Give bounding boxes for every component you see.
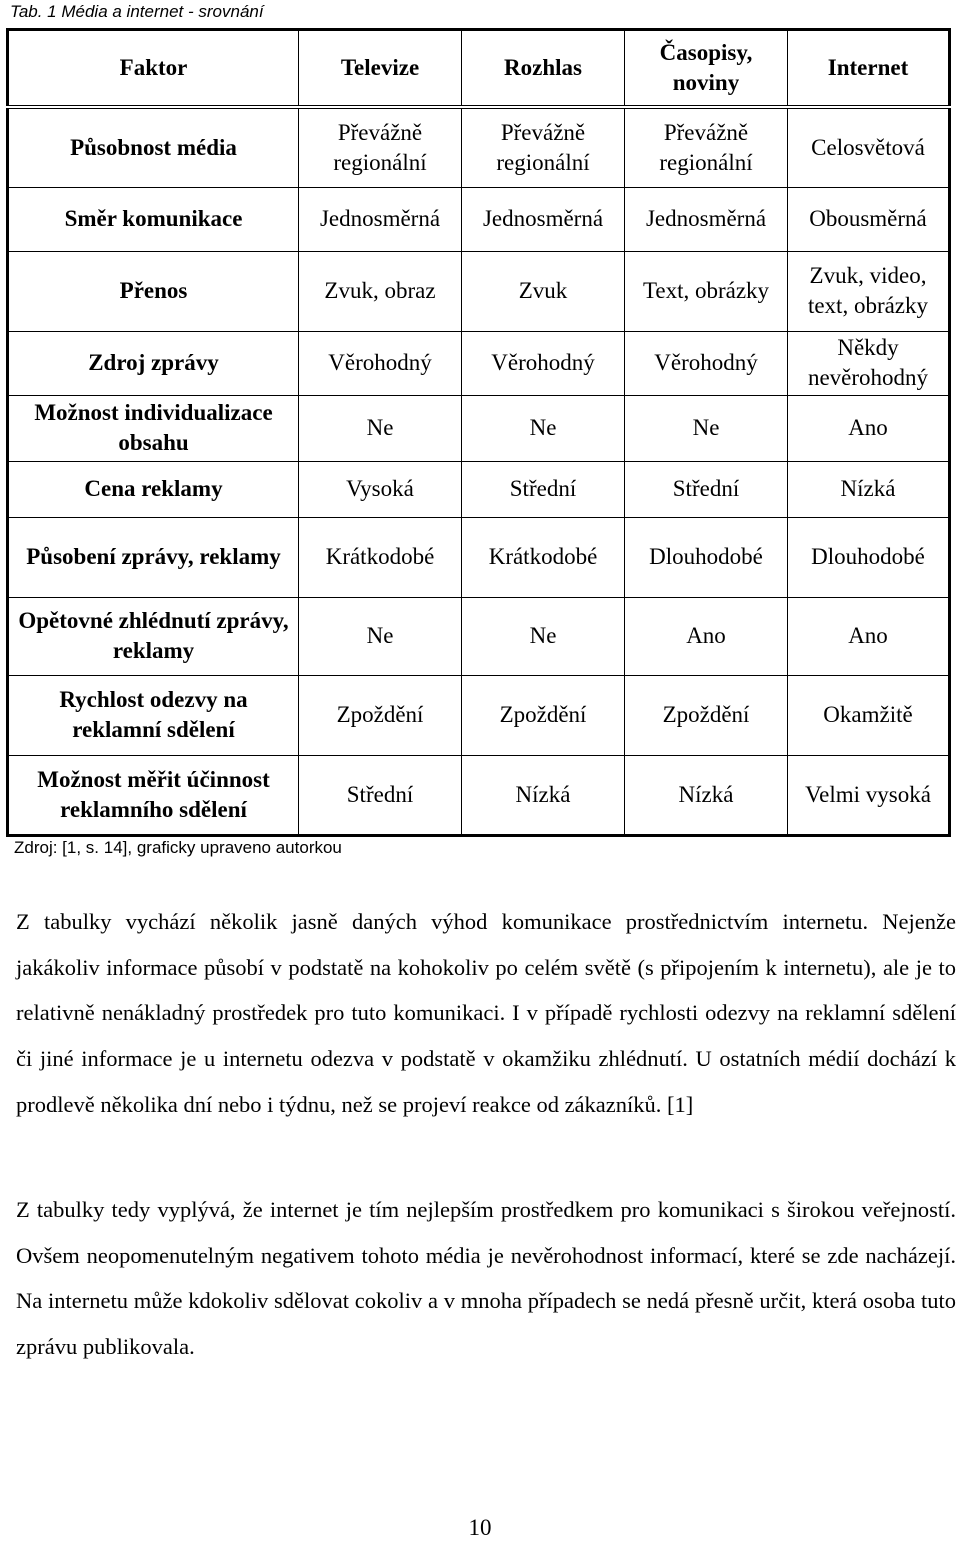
table-cell: Jednosměrná: [625, 187, 788, 251]
table-row: [8, 331, 950, 395]
table-row: [8, 755, 950, 835]
header-cell: Rozhlas: [462, 30, 625, 108]
body-paragraph: Z tabulky tedy vyplývá, že internet je tím nejlepším prostředkem pro komunikaci s širokou veřejností. Ovšem neopomenutelným negativem tohoto média je nevěrohodnost informací, které se zde nacházejí. Na internetu může kdokoliv sdělovat cokoliv a v mnoha případech se nedá přesně určit, která osoba tuto zprávu publikovala.: [16, 1197, 956, 1360]
header-cell: Internet: [788, 30, 950, 108]
row-header-cell: Směr komunikace: [8, 187, 299, 251]
table-row: [8, 395, 950, 461]
table-cell: Střední: [299, 755, 462, 835]
table-cell: Dlouhodobé: [788, 517, 950, 597]
table-row: [8, 107, 950, 187]
table-cell: Jednosměrná: [462, 187, 625, 251]
table-cell: Velmi vysoká: [788, 755, 950, 835]
table-cell: Ne: [462, 597, 625, 675]
media-comparison-table: [6, 28, 951, 837]
table-cell: Ne: [299, 597, 462, 675]
table-cell: Obousměrná: [788, 187, 950, 251]
row-header-cell: Zdroj zprávy: [8, 331, 299, 395]
table-cell: Ano: [788, 597, 950, 675]
table-cell: Věrohodný: [625, 331, 788, 395]
table-row: [8, 251, 950, 331]
table-cell: Ano: [788, 395, 950, 461]
table-cell: Převážně regionální: [299, 107, 462, 187]
table-cell: Nízká: [788, 461, 950, 517]
table-cell: Zvuk: [462, 251, 625, 331]
table-cell: Okamžitě: [788, 675, 950, 755]
table-row: [8, 517, 950, 597]
table-cell: Střední: [625, 461, 788, 517]
table-cell: Nízká: [462, 755, 625, 835]
table-cell: Dlouhodobé: [625, 517, 788, 597]
row-header-cell: Působnost média: [8, 107, 299, 187]
row-header-cell: Možnost individualizace obsahu: [8, 395, 299, 461]
header-cell: Faktor: [8, 30, 299, 108]
table-cell: Převážně regionální: [625, 107, 788, 187]
table-caption: Tab. 1 Média a internet - srovnání: [10, 2, 264, 21]
body-paragraph: Z tabulky vychází několik jasně daných výhod komunikace prostřednictvím internetu. Nejenže jakákoliv informace působí v podstatě na kohokoliv po celém světě (s připojením k internetu), ale je to relativně nenákladný prostředek pro tuto komunikaci. I v případě rychlosti odezvy na reklamní sdělení či jiné informace je u internetu odezva v podstatě v okamžiku zhlédnutí. U ostatních médií dochází k prodlevě několika dní nebo i týdnu, než se projeví reakce od zákazníků. [1]: [16, 909, 956, 1117]
table-cell: Nízká: [625, 755, 788, 835]
table-cell: Věrohodný: [299, 331, 462, 395]
table-cell: Zpoždění: [462, 675, 625, 755]
page-number: 10: [468, 1515, 492, 1540]
row-header-cell: Možnost měřit účinnost reklamního sdělení: [8, 755, 299, 835]
table-cell: Zpoždění: [299, 675, 462, 755]
table-cell: Jednosměrná: [299, 187, 462, 251]
table-row: [8, 461, 950, 517]
table-cell: Ne: [625, 395, 788, 461]
header-cell: Televize: [299, 30, 462, 108]
row-header-cell: Cena reklamy: [8, 461, 299, 517]
table-cell: Ne: [299, 395, 462, 461]
table-cell: Převážně regionální: [462, 107, 625, 187]
table-cell: Vysoká: [299, 461, 462, 517]
table-cell: Věrohodný: [462, 331, 625, 395]
table-row: [8, 187, 950, 251]
table-cell: Zvuk, video, text, obrázky: [788, 251, 950, 331]
table-cell: Text, obrázky: [625, 251, 788, 331]
row-header-cell: Rychlost odezvy na reklamní sdělení: [8, 675, 299, 755]
header-cell: Časopisy, noviny: [625, 30, 788, 108]
row-header-cell: Přenos: [8, 251, 299, 331]
table-source-note: Zdroj: [1, s. 14], graficky upraveno autorkou: [14, 838, 342, 857]
table-cell: Celosvětová: [788, 107, 950, 187]
table-header-row: [8, 30, 950, 108]
table-row: [8, 597, 950, 675]
row-header-cell: Působení zprávy, reklamy: [8, 517, 299, 597]
table-cell: Zpoždění: [625, 675, 788, 755]
table-cell: Ano: [625, 597, 788, 675]
table-cell: Krátkodobé: [299, 517, 462, 597]
table-cell: Někdy nevěrohodný: [788, 331, 950, 395]
row-header-cell: Opětovné zhlédnutí zprávy, reklamy: [8, 597, 299, 675]
table-cell: Střední: [462, 461, 625, 517]
table-row: [8, 675, 950, 755]
table-cell: Krátkodobé: [462, 517, 625, 597]
table-cell: Ne: [462, 395, 625, 461]
table-cell: Zvuk, obraz: [299, 251, 462, 331]
